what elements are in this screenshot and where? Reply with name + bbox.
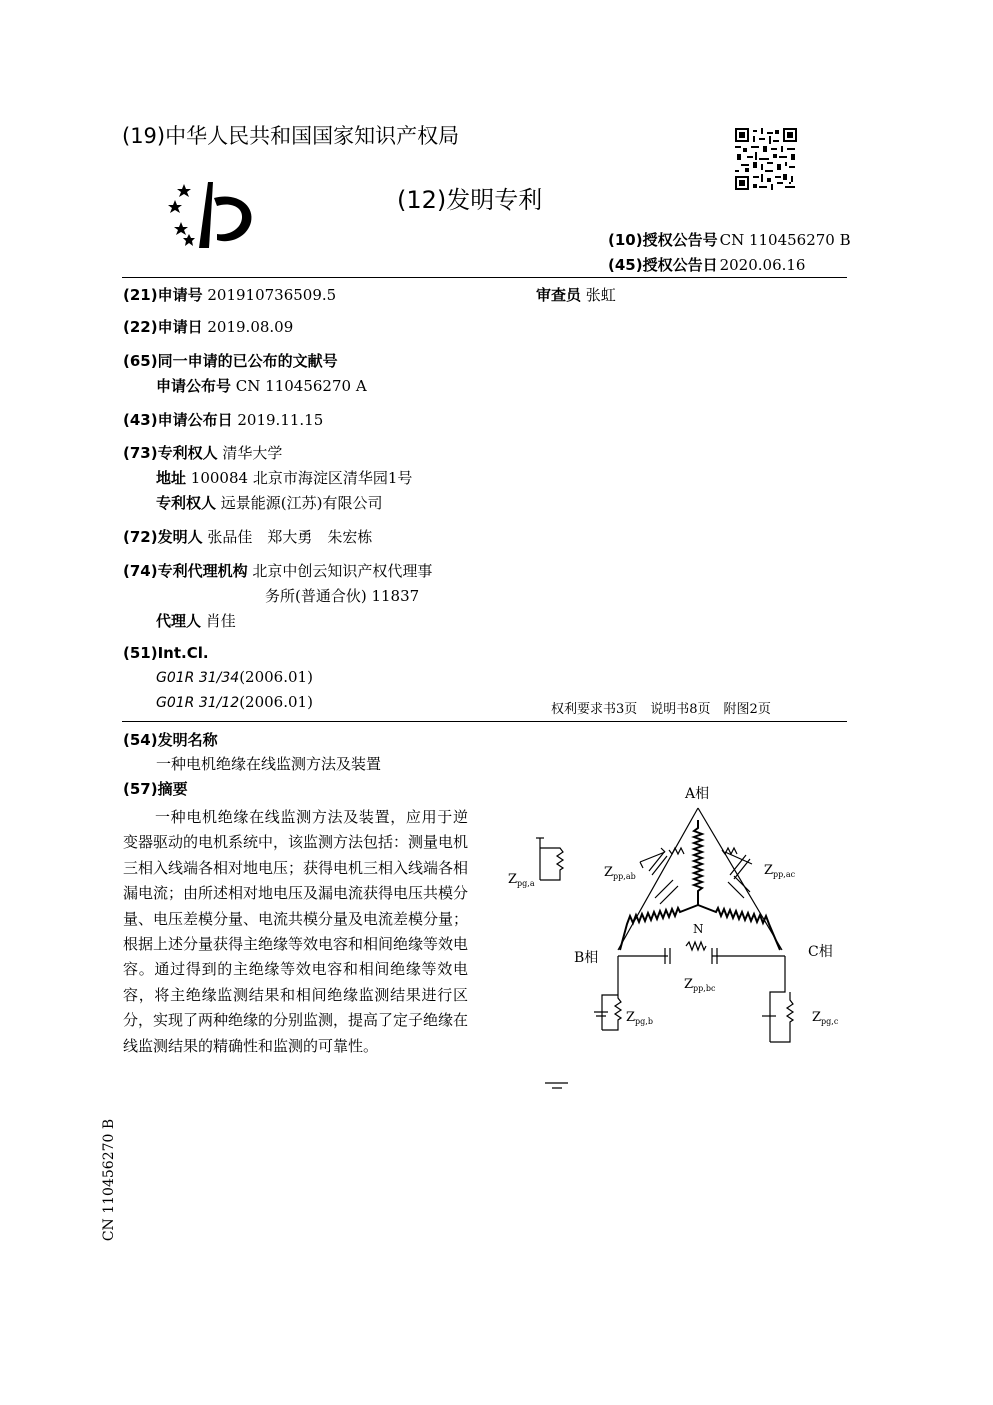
address-row <box>156 467 412 488</box>
grant-pub-date: 2020.06.16 <box>719 256 806 274</box>
header-divider <box>122 277 847 278</box>
ipc-code: G01R 31/12 <box>156 695 240 711</box>
svg-text:Zpp,ab <box>604 865 636 881</box>
inventors: 张品佳 郑大勇 朱宏栋 <box>207 528 373 546</box>
agency-line2: 务所(普通合伙) 11837 <box>265 587 420 605</box>
prior-pub-no: CN 110456270 A <box>235 377 367 395</box>
svg-text:Zpg,b <box>626 1010 653 1026</box>
z-ppac-subscript: pp,ac <box>773 870 796 879</box>
neutral-label: N <box>693 922 704 936</box>
examiner-label: 审查员 <box>536 286 582 304</box>
phase-c-label: C相 <box>808 944 833 960</box>
phase-b-label: B相 <box>574 950 599 966</box>
ipc-item <box>156 668 313 686</box>
prior-pub-row <box>123 350 338 371</box>
z-ppbc-subscript: pp,bc <box>693 984 716 993</box>
office-name: (19)中华人民共和国国家知识产权局 <box>122 124 460 148</box>
app-date: 2019.08.09 <box>207 318 294 336</box>
agency-label: (74)专利代理机构 <box>123 562 248 580</box>
z-pgb-label: Z <box>626 1010 636 1025</box>
phase-a-label: A相 <box>685 786 710 802</box>
prior-pub-no-label: 申请公布号 <box>156 377 232 395</box>
patentee-row <box>123 442 282 463</box>
examiner-row <box>536 284 616 305</box>
title-label: (54)发明名称 <box>123 731 218 749</box>
z-ppab-label: Z <box>604 865 614 880</box>
agent-label: 代理人 <box>156 612 202 630</box>
side-publication-number: CN 110456270 B <box>101 1118 117 1242</box>
patentee2-row <box>156 492 383 513</box>
z-ppab-subscript: pp,ab <box>613 872 636 881</box>
prior-pub-label: (65)同一申请的已公布的文献号 <box>123 352 338 370</box>
address-label: 地址 <box>156 469 187 487</box>
svg-text:Zpp,bc <box>684 977 716 993</box>
grant-pub-no: CN 110456270 B <box>719 231 851 249</box>
z-ppbc-label: Z <box>684 977 694 992</box>
z-ppac-label: Z <box>764 863 774 878</box>
app-no: 201910736509.5 <box>207 286 337 304</box>
circuit-diagram <box>500 780 850 1100</box>
patentee2-label: 专利权人 <box>156 494 217 512</box>
svg-text:Zpg,c <box>812 1010 839 1026</box>
abstract-label: (57)摘要 <box>123 780 188 798</box>
ipc-version: (2006.01) <box>239 693 313 711</box>
cnipa-logo-icon <box>165 178 257 252</box>
prior-pub-no-row <box>156 375 367 396</box>
patentee-label: (73)专利权人 <box>123 444 218 462</box>
agent: 肖佳 <box>205 612 236 630</box>
address: 100084 北京市海淀区清华园1号 <box>190 469 413 487</box>
ipc-item <box>156 693 313 711</box>
document-type: (12)发明专利 <box>397 186 543 214</box>
page-counts: 权利要求书3页 说明书8页 附图2页 <box>551 702 771 717</box>
ipc-code: G01R 31/34 <box>156 670 240 686</box>
ipc-label: (51)Int.Cl. <box>123 644 209 662</box>
ipc-version: (2006.01) <box>239 668 313 686</box>
z-pgc-label: Z <box>812 1010 822 1025</box>
app-date-label: (22)申请日 <box>123 318 203 336</box>
svg-text:Zpp,ac <box>764 863 796 879</box>
app-no-label: (21)申请号 <box>123 286 203 304</box>
patentee: 清华大学 <box>222 444 283 462</box>
z-pgc-subscript: pg,c <box>821 1017 839 1026</box>
prior-pub-date-label: (43)申请公布日 <box>123 411 233 429</box>
patentee2: 远景能源(江苏)有限公司 <box>220 494 383 512</box>
grant-pub-date-label: (45)授权公告日 <box>608 256 718 274</box>
grant-pub-no-row <box>608 229 851 250</box>
z-pgb-subscript: pg,b <box>635 1017 653 1026</box>
inventors-label: (72)发明人 <box>123 528 203 546</box>
invention-title: 一种电机绝缘在线监测方法及装置 <box>156 755 382 773</box>
grant-pub-date-row <box>608 254 805 275</box>
biblio-divider <box>122 721 847 722</box>
qr-code-icon <box>735 128 797 190</box>
grant-pub-no-label: (10)授权公告号 <box>608 231 718 249</box>
agency-row <box>123 560 432 581</box>
inventors-row <box>123 526 372 547</box>
z-pga-subscript: pg,a <box>517 879 535 888</box>
examiner: 张虹 <box>585 286 616 304</box>
svg-text:Zpg,a <box>508 872 535 888</box>
z-pga-label: Z <box>508 872 518 887</box>
prior-pub-date-row <box>123 409 323 430</box>
agent-row <box>156 610 236 631</box>
agency-line1: 北京中创云知识产权代理事 <box>252 562 433 580</box>
app-date-row <box>123 316 293 337</box>
prior-pub-date: 2019.11.15 <box>237 411 324 429</box>
abstract-text: 一种电机绝缘在线监测方法及装置，应用于逆变器驱动的电机系统中，该监测方法包括：测量电机三相入线端各相对地电压；获得电机三相入线端各相漏电流；由所述相对地电压及漏电流获得电压共模分量、电压差模分量、电流共模分量及电流差模分量；根据上述分量获得主绝缘等效电容和相间绝缘等效电容。通过得到的主绝缘等效电容和相间绝缘等效电容，将主绝缘监测结果和相间绝缘监测结果进行区分，实现了两种绝缘的分别监测，提高了定子绝缘在线监测结果的精确性和监测的可靠性。 <box>123 808 469 1055</box>
app-no-row <box>123 284 336 305</box>
